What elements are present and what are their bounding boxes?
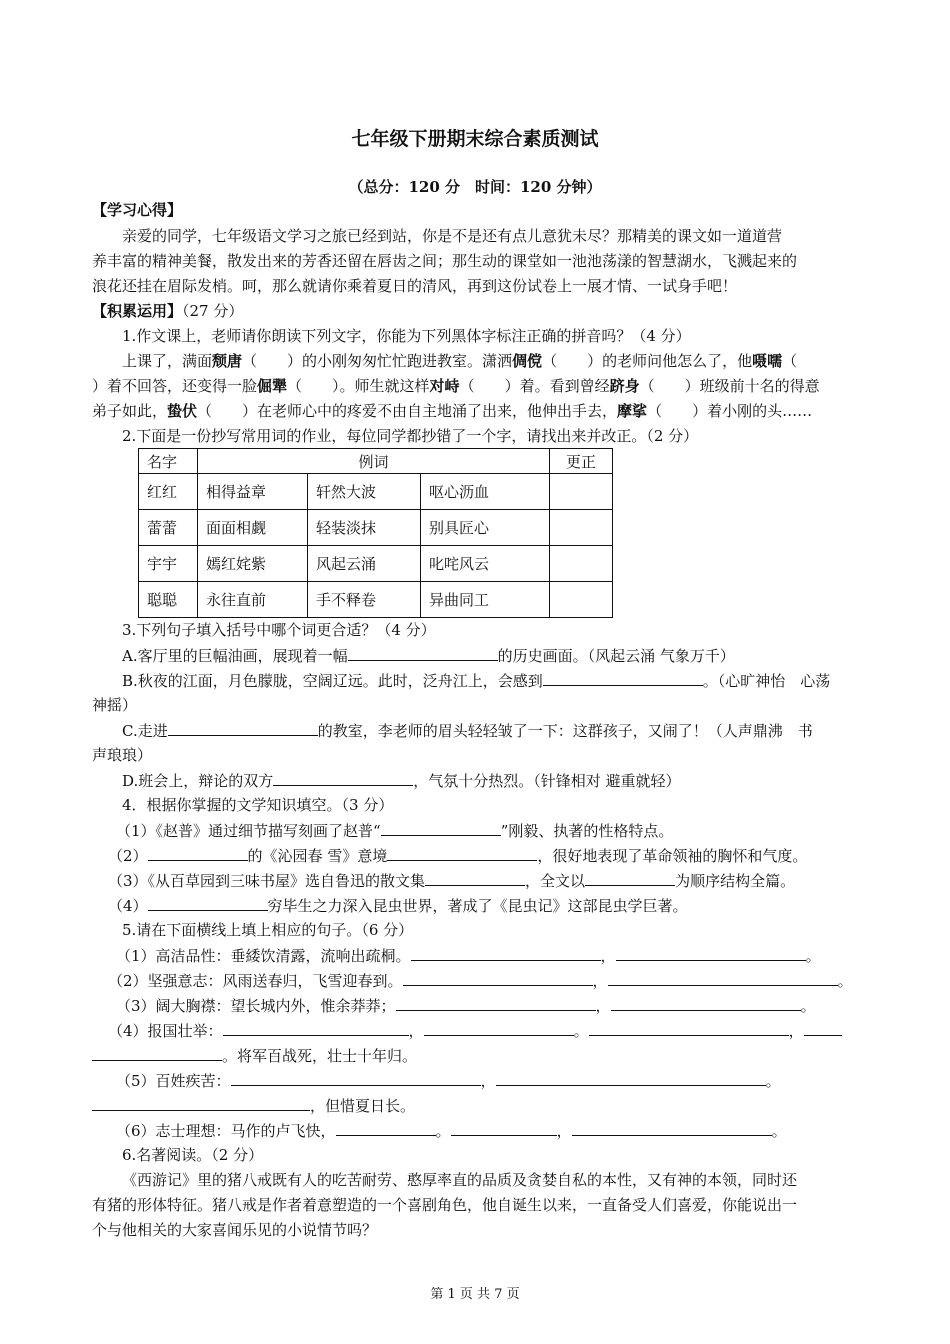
example-word: 相得益章 xyxy=(198,474,308,510)
text: （4）报国壮举： xyxy=(108,1022,223,1040)
student-name: 蕾蕾 xyxy=(139,510,198,546)
text: 。 xyxy=(805,947,821,965)
example-word: 异曲同工 xyxy=(421,582,550,618)
section-heading-label: 【积累运用】 xyxy=(92,302,183,320)
exam-title: 七年级下册期末综合素质测试 xyxy=(351,128,599,150)
example-word: 风起云涌 xyxy=(308,546,421,582)
intro-line-2: 养丰富的精神美餐，散发出来的芳香还留在唇齿之间；那生动的课堂如一池池荡漾的智慧湖水，飞溅起来的 xyxy=(92,252,798,270)
q6-stem: 6.名著阅读。（2 分） xyxy=(122,1146,264,1164)
answer-blank[interactable] xyxy=(92,1095,310,1111)
answer-blank[interactable] xyxy=(273,770,413,786)
correction-cell[interactable] xyxy=(550,582,613,618)
exam-subtitle: （总分：120 分 时间：120 分钟） xyxy=(348,178,602,196)
q5-item-1 xyxy=(116,945,870,966)
text: A.客厅里的巨幅油画，展现着一幅 xyxy=(122,647,348,665)
answer-blank[interactable] xyxy=(411,945,601,961)
q5-item-6 xyxy=(116,1120,870,1141)
q3-stem: 3.下列句子填入括号中哪个词更合适？（4 分） xyxy=(122,621,436,639)
answer-blank[interactable] xyxy=(403,970,593,986)
q6-line-2: 有猪的形体特征。猪八戒是作者着意塑造的一个喜剧角色，他自诞生以来，一直备受人们喜爱，你能说出一 xyxy=(92,1196,798,1214)
student-name: 聪聪 xyxy=(139,582,198,618)
text: （ ）着。看到曾经 xyxy=(459,377,610,395)
text: （5）百姓疾苦： xyxy=(116,1072,231,1090)
q3-option-c-cont: 声琅琅） xyxy=(92,746,153,764)
q5-item-2 xyxy=(108,970,870,991)
text: 弟子如此， xyxy=(92,402,168,420)
q3-option-a xyxy=(122,645,870,666)
text: 。 xyxy=(800,997,816,1015)
q4-item-4 xyxy=(108,895,870,916)
table-row xyxy=(139,546,613,582)
q5-stem: 5.请在下面横线上填上相应的句子。（6 分） xyxy=(122,921,414,939)
q4-item-2 xyxy=(108,845,874,866)
table-row xyxy=(139,474,613,510)
text: ， xyxy=(595,997,611,1015)
q1-line-1 xyxy=(122,351,870,371)
example-word: 永往直前 xyxy=(198,582,308,618)
answer-blank[interactable] xyxy=(148,895,268,911)
example-word: 轻装淡抹 xyxy=(308,510,421,546)
answer-blank[interactable] xyxy=(348,645,498,661)
answer-blank[interactable] xyxy=(223,1020,409,1036)
text: ”刚毅、执著的性格特点。 xyxy=(500,822,674,840)
answer-blank[interactable] xyxy=(543,670,703,686)
q4-item-3 xyxy=(108,870,870,891)
q6-line-1: 《西游记》里的猪八戒既有人的吃苦耐劳、憨厚率直的品质及贪婪自私的本性，又有神的本领，同时还 xyxy=(122,1171,798,1189)
text: 。将军百战死，壮士十年归。 xyxy=(222,1047,418,1065)
text: （1）高洁品性：垂緌饮清露，流响出疏桐。 xyxy=(116,947,411,965)
answer-blank[interactable] xyxy=(168,720,318,736)
text: 为顺序结构全篇。 xyxy=(675,872,796,890)
q6-line-3: 个与他相关的大家喜闻乐见的小说情节吗？ xyxy=(92,1221,378,1239)
bold-word: 蛰伏 xyxy=(167,402,198,420)
text: （ ）的小刚匆匆忙忙跑进教室。潇洒 xyxy=(242,352,513,370)
answer-blank[interactable] xyxy=(92,1045,222,1061)
text: （ xyxy=(782,352,798,370)
text: ，全文以 xyxy=(525,872,586,890)
text: （2） xyxy=(108,847,148,865)
text: 。 xyxy=(837,972,853,990)
answer-blank[interactable] xyxy=(231,1070,481,1086)
text: （ ）班级前十名的得意 xyxy=(639,377,820,395)
q5-item-4-cont xyxy=(92,1045,870,1066)
answer-blank[interactable] xyxy=(616,945,806,961)
q3-option-b xyxy=(122,670,870,691)
answer-blank[interactable] xyxy=(425,870,525,886)
text: （ ）的老师问他怎么了，他 xyxy=(542,352,753,370)
q3-option-c xyxy=(122,720,870,741)
answer-blank[interactable] xyxy=(611,995,801,1011)
example-word: 轩然大波 xyxy=(308,474,421,510)
student-name: 红红 xyxy=(139,474,198,510)
text: D.班会上，辩论的双方 xyxy=(122,772,274,790)
bold-word: 倔犟 xyxy=(257,377,288,395)
header-name: 名字 xyxy=(139,449,198,474)
example-word: 叱咤风云 xyxy=(421,546,550,582)
text: 。 xyxy=(771,1122,787,1140)
text: （3）《从百草园到三味书屋》选自鲁迅的散文集 xyxy=(108,872,426,890)
answer-blank[interactable] xyxy=(396,995,596,1011)
text: 。 xyxy=(435,1122,451,1140)
text: （1）《赵普》通过细节描写刻画了赵普“ xyxy=(116,822,381,840)
word-correction-table xyxy=(138,448,613,618)
section-score: （27 分） xyxy=(182,302,244,320)
table-row xyxy=(139,582,613,618)
text: （ ）在老师心中的疼爱不由自主地涌了出来，他伸出手去， xyxy=(197,402,618,420)
example-word: 嫣红姹紫 xyxy=(198,546,308,582)
q5-item-5 xyxy=(116,1070,870,1091)
answer-blank[interactable] xyxy=(387,845,537,861)
header-correction: 更正 xyxy=(550,449,613,474)
section-accumulation-heading xyxy=(92,301,870,321)
example-word: 面面相觑 xyxy=(198,510,308,546)
text: 的教室，李老师的眉头轻轻皱了一下：这群孩子，又闹了！（人声鼎沸 书 xyxy=(317,722,813,740)
answer-blank[interactable] xyxy=(451,1120,557,1136)
text: （2）坚强意志：风雨送春归，飞雪迎春到。 xyxy=(108,972,403,990)
text: 。 xyxy=(765,1072,781,1090)
text: ， xyxy=(408,1022,424,1040)
q5-item-5-cont xyxy=(92,1095,870,1116)
text: ， xyxy=(556,1122,572,1140)
answer-blank[interactable] xyxy=(572,1120,772,1136)
correction-cell[interactable] xyxy=(550,474,613,510)
answer-blank[interactable] xyxy=(381,820,501,836)
text: B.秋夜的江面，月色朦胧，空阔辽远。此时，泛舟江上，会感到 xyxy=(122,672,543,690)
text: （3）阔大胸襟：望长城内外，惟余莽莽； xyxy=(116,997,396,1015)
header-examples: 例词 xyxy=(198,449,550,474)
answer-blank[interactable] xyxy=(496,1070,766,1086)
student-name: 宇宇 xyxy=(139,546,198,582)
answer-blank[interactable] xyxy=(148,845,248,861)
text: ， xyxy=(480,1072,496,1090)
text: ， xyxy=(788,1022,804,1040)
q5-item-4 xyxy=(108,1020,870,1041)
text: （6）志士理想：马作的卢飞快， xyxy=(116,1122,336,1140)
text: ）着不回答，还变得一脸 xyxy=(92,377,258,395)
answer-blank[interactable] xyxy=(804,1020,842,1036)
q1-line-3 xyxy=(92,401,870,421)
text: （ ）着小刚的头…… xyxy=(647,402,813,420)
example-word: 呕心沥血 xyxy=(421,474,550,510)
text: 上课了，满面 xyxy=(122,352,213,370)
text: 的《沁园春 雪》意境 xyxy=(247,847,388,865)
correction-cell[interactable] xyxy=(550,510,613,546)
q5-item-3 xyxy=(116,995,870,1016)
section-study-heading: 【学习心得】 xyxy=(92,201,183,219)
answer-blank[interactable] xyxy=(589,1020,789,1036)
answer-blank[interactable] xyxy=(608,970,838,986)
text: 。（心旷神怡 心荡 xyxy=(702,672,831,690)
bold-word: 颓唐 xyxy=(212,352,243,370)
text: ， xyxy=(600,947,616,965)
text: （ ）。师生就这样 xyxy=(287,377,430,395)
text: 的历史画面。（风起云涌 气象万千） xyxy=(497,647,735,665)
q3-option-d xyxy=(122,770,870,791)
table-header-row xyxy=(139,449,613,474)
q4-stem: 4．根据你掌握的文学知识填空。（3 分） xyxy=(122,796,394,814)
correction-cell[interactable] xyxy=(550,546,613,582)
answer-blank[interactable] xyxy=(336,1120,436,1136)
text: ，气氛十分热烈。（针锋相对 避重就轻） xyxy=(413,772,681,790)
text: （4） xyxy=(108,897,148,915)
text: 。 xyxy=(573,1022,589,1040)
table-row xyxy=(139,510,613,546)
q3-option-b-cont: 神摇） xyxy=(92,696,138,714)
intro-line-3: 浪花还挂在眉际发梢。呵，那么就请你乘着夏日的清风，再到这份试卷上一展才情、一试身手吧！ xyxy=(92,277,738,295)
text: C.走进 xyxy=(122,722,168,740)
q1-stem: 1.作文课上，老师请你朗读下列文字，你能为下列黑体字标注正确的拼音吗？（4 分） xyxy=(122,327,691,345)
text: ，但惜夏日长。 xyxy=(310,1097,416,1115)
bold-word: 倜傥 xyxy=(512,352,543,370)
bold-word: 对峙 xyxy=(429,377,460,395)
page-footer: 第 1 页 共 7 页 xyxy=(430,1287,520,1302)
bold-word: 摩挲 xyxy=(617,402,648,420)
example-word: 手不释卷 xyxy=(308,582,421,618)
bold-word: 跻身 xyxy=(609,377,640,395)
answer-blank[interactable] xyxy=(585,870,675,886)
text: ， xyxy=(592,972,608,990)
intro-line-1: 亲爱的同学，七年级语文学习之旅已经到站，你是不是还有点儿意犹未尽？那精美的课文如一道道营 xyxy=(122,227,783,245)
text: ，很好地表现了革命领袖的胸怀和气度。 xyxy=(537,847,808,865)
answer-blank[interactable] xyxy=(424,1020,574,1036)
text: 穷毕生之力深入昆虫世界，著成了《昆虫记》这部昆虫学巨著。 xyxy=(267,897,688,915)
q1-line-2 xyxy=(92,376,870,396)
example-word: 别具匠心 xyxy=(421,510,550,546)
q4-item-1 xyxy=(116,820,870,841)
q2-stem: 2.下面是一份抄写常用词的作业，每位同学都抄错了一个字，请找出来并改正。（2 分） xyxy=(122,427,699,445)
bold-word: 嗫嚅 xyxy=(752,352,783,370)
